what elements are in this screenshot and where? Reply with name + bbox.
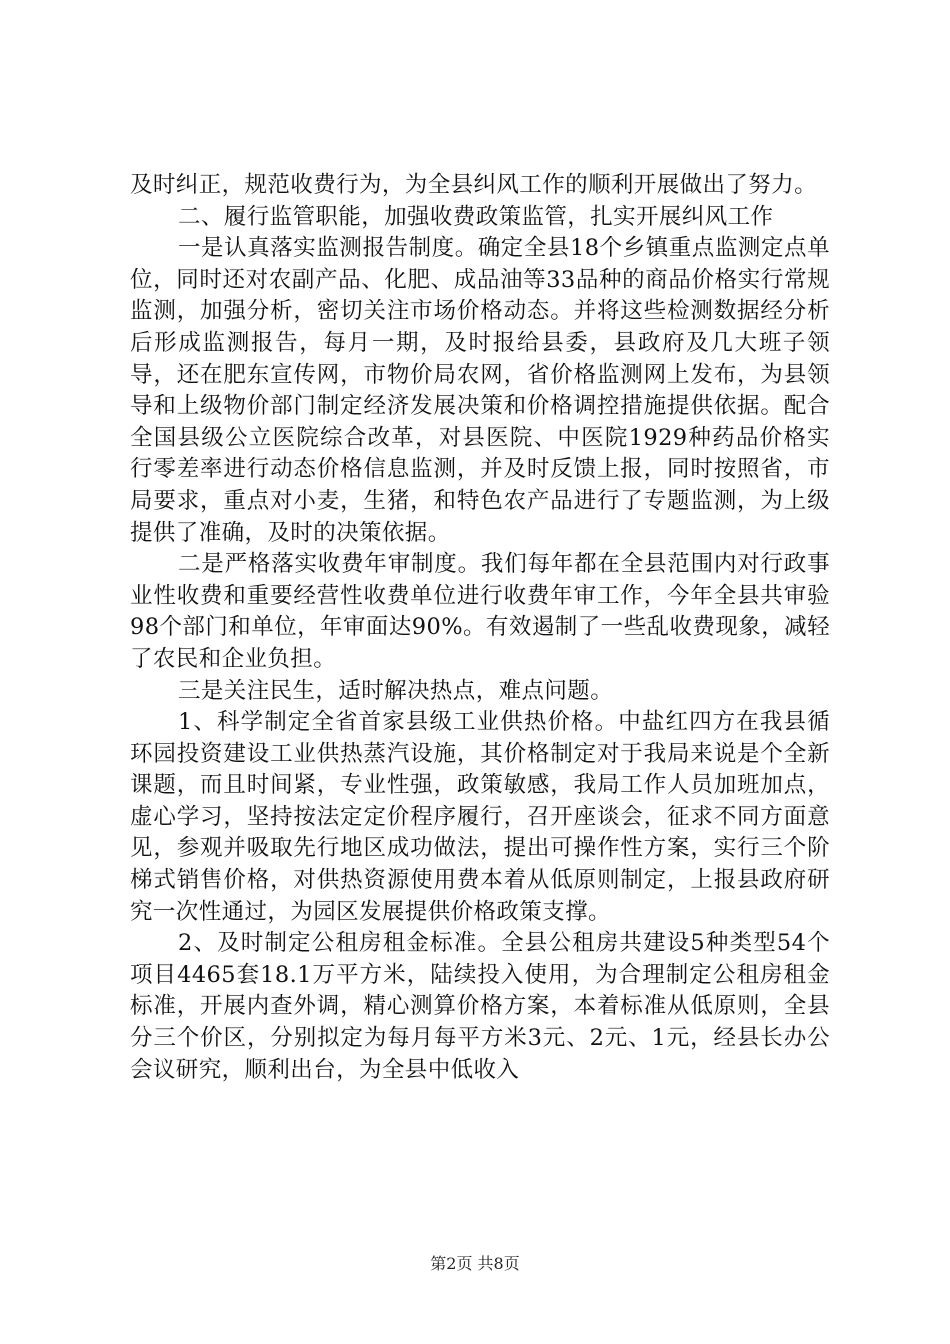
paragraph-continuation: 及时纠正，规范收费行为，为全县纠风工作的顺利开展做出了努力。 [130,172,818,198]
paragraph-livelihood: 三是关注民生，适时解决热点，难点问题。 [178,677,614,704]
section-heading: 二、履行监管职能，加强收费政策监管，扎实开展纠风工作 [178,203,774,230]
document-body [130,170,830,1086]
page-number-footer: 第2页 共8页 [430,1254,520,1273]
paragraph-annual-review: 二是严格落实收费年审制度。我们每年都在全县范围内对行政事业性收费和重要经营性收费单位进行收费年审工作，今年全县共审验98个部门和单位，年审面达90%。有效遏制了一些乱收费现象，减轻了农民和企业负担。 [130,551,830,672]
paragraph-heating-price: 1、科学制定全省首家县级工业供热价格。中盐红四方在我县循环园投资建设工业供热蒸汽设施，其价格制定对于我局来说是个全新课题，而且时间紧，专业性强，政策敏感，我局工作人员加班加点，虚心学习，坚持按法定定价程序履行，召开座谈会，征求不同方面意见，参观并吸取先行地区成功做法，提出可操作性方案，实行三个阶梯式销售价格，对供热资源使用费本着从低原则制定，上报县政府研究一次性通过，为园区发展提供价格政策支撑。 [130,709,830,925]
paragraph-monitoring-report: 一是认真落实监测报告制度。确定全县18个乡镇重点监测定点单位，同时还对农副产品、化肥、成品油等33品种的商品价格实行常规监测，加强分析，密切关注市场价格动态。并将这些检测数据经分析后形成监测报告，每月一期，及时报给县委，县政府及几大班子领导，还在肥东宣传网，市物价局农网，省价格监测网上发布，为县领导和上级物价部门制定经济发展决策和价格调控措施提供依据。配合全国县级公立医院综合改革，对县医院、中医院1929种药品价格实行零差率进行动态价格信息监测，并及时反馈上报，同时按照省，市局要求，重点对小麦，生猪，和特色农产品进行了专题监测，为上级提供了准确，及时的决策依据。 [130,235,830,546]
paragraph-public-rental: 2、及时制定公租房租金标准。全县公租房共建设5种类型54个项目4465套18.1万平方米，陆续投入使用，为合理制定公租房租金标准，开展内查外调，精心测算价格方案，本着标准从低原则，全县分三个价区，分别拟定为每月每平方米3元、2元、1元，经县长办公会议研究，顺利出台，为全县中低收入 [130,930,830,1083]
